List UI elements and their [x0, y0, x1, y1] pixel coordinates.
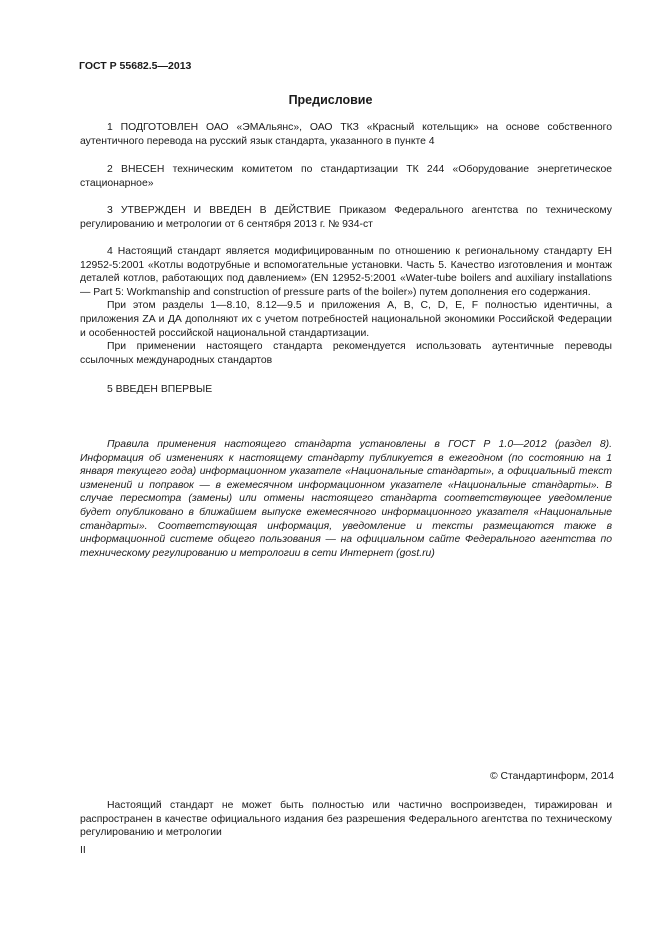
foreword-paragraph: 1 ПОДГОТОВЛЕН ОАО «ЭМАльянс», ОАО ТКЗ «Красный котельщик» на основе собственного аутентичного перевода на русский язык стандарта, указанного в пункте 4	[80, 122, 612, 147]
foreword-paragraph: 5 ВВЕДЕН ВПЕРВЫЕ	[107, 384, 213, 395]
foreword-item-5	[80, 383, 612, 397]
page-number: II	[80, 845, 86, 856]
reproduction-notice	[80, 799, 612, 840]
foreword-paragraph: При применении настоящего стандарта рекомендуется использовать аутентичные переводы ссылочных международных стандартов	[80, 341, 612, 366]
copyright-line: © Стандартинформ, 2014	[489, 771, 614, 782]
document-id: ГОСТ Р 55682.5—2013	[79, 60, 192, 72]
notice-paragraph: Правила применения настоящего стандарта установлены в ГОСТ Р 1.0—2012 (раздел 8). Информация об изменениях к настоящему стандарту публикуется в ежегодном (по состоянию на 1 января текущего года) информационном указателе «Национальные стандарты», а официальный текст изменений и поправок — в ежемесячном информационном указателе «Национальные стандарты». В случае пересмотра (замены) или отмены настоящего стандарта соответствующее уведомление будет опубликовано в ближайшем выпуске ежемесячного информационного указателя «Национальные стандарты». Соответствующая информация, уведомление и тексты размещаются также в информационной системе общего пользования — на официальном сайте Федерального агентства по техническому регулированию и метрологии в сети Интернет (gost.ru)	[80, 439, 612, 559]
page-title: Предисловие	[288, 93, 373, 107]
foreword-paragraph: 2 ВНЕСЕН техническим комитетом по стандартизации ТК 244 «Оборудование энергетическое стационарное»	[80, 164, 612, 189]
foreword-item-2	[80, 163, 612, 190]
footer-paragraph: Настоящий стандарт не может быть полностью или частично воспроизведен, тиражирован и распространен в качестве официального издания без разрешения Федерального агентства по техническому регулированию и метрологии	[80, 800, 612, 839]
foreword-item-1	[80, 121, 612, 148]
foreword-item-4	[80, 245, 612, 367]
foreword-paragraph: 4 Настоящий стандарт является модифицированным по отношению к региональному стандарту ЕН 12952-5:2001 «Котлы водотрубные и вспомогательные установки. Часть 5. Качество изготовления и монтаж деталей котлов, работающих под давлением» (EN 12952-5:2001 «Water-tube boilers and auxiliary installations — Part 5: Workmanship and construction of pressure parts of the boiler») путем дополнения его содержания.	[80, 246, 612, 298]
foreword-paragraph: 3 УТВЕРЖДЕН И ВВЕДЕН В ДЕЙСТВИЕ Приказом Федерального агентства по техническому регулированию и метрологии от 6 сентября 2013 г. № 934-ст	[80, 205, 612, 230]
foreword-item-3	[80, 204, 612, 231]
foreword-paragraph: При этом разделы 1—8.10, 8.12—9.5 и приложения А, В, С, D, Е, F полностью идентичны, а приложения ZA и ДА дополняют их с учетом потребностей национальной экономики Российской Федерации и особенностей российской национальной стандартизации.	[80, 300, 612, 339]
usage-notice	[80, 438, 612, 560]
